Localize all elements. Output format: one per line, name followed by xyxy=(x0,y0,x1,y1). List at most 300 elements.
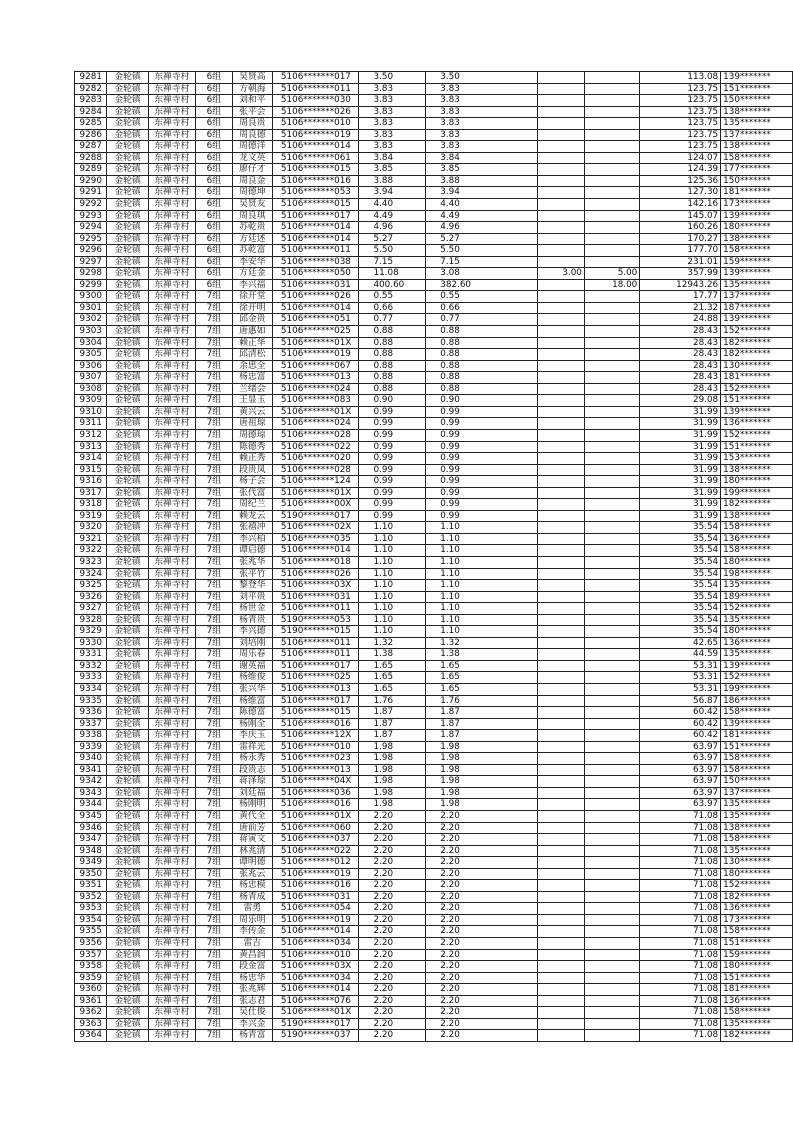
group-cell: 7组 xyxy=(195,302,232,314)
area-b-cell xyxy=(538,995,585,1007)
total-area-cell: 3.85 xyxy=(359,164,426,176)
total-area-cell: 1.38 xyxy=(359,649,426,661)
area-b-cell xyxy=(538,326,585,338)
amount-cell: 71.08 xyxy=(640,961,721,973)
group-cell: 6组 xyxy=(195,199,232,211)
table-row xyxy=(75,591,793,603)
town-cell: 金轮镇 xyxy=(107,187,148,199)
area-c-cell xyxy=(584,995,639,1007)
total-area-cell: 400.60 xyxy=(359,279,426,291)
amount-cell: 71.08 xyxy=(640,938,721,950)
id-number-cell: 5106*******01X xyxy=(272,487,359,499)
total-area-cell: 1.65 xyxy=(359,660,426,672)
table-row xyxy=(75,83,793,95)
amount-cell: 53.31 xyxy=(640,683,721,695)
table-row xyxy=(75,406,793,418)
phone-cell: 135******* xyxy=(721,845,793,857)
town-cell: 金轮镇 xyxy=(107,222,148,234)
name-cell: 余思全 xyxy=(232,360,272,372)
total-area-cell: 2.20 xyxy=(359,938,426,950)
area-c-cell xyxy=(584,418,639,430)
area-a-cell: 1.65 xyxy=(426,672,538,684)
amount-cell: 142.16 xyxy=(640,199,721,211)
total-area-cell: 11.08 xyxy=(359,268,426,280)
total-area-cell: 1.87 xyxy=(359,718,426,730)
area-b-cell xyxy=(538,175,585,187)
id-number-cell: 5190*******015 xyxy=(272,626,359,638)
phone-cell: 151******* xyxy=(721,441,793,453)
village-cell: 东禅寺村 xyxy=(148,660,195,672)
id-number-cell: 5106*******015 xyxy=(272,199,359,211)
town-cell: 金轮镇 xyxy=(107,868,148,880)
town-cell: 金轮镇 xyxy=(107,1007,148,1019)
village-cell: 东禅寺村 xyxy=(148,441,195,453)
area-b-cell xyxy=(538,291,585,303)
table-row xyxy=(75,614,793,626)
total-area-cell: 2.20 xyxy=(359,972,426,984)
name-cell: 周良金 xyxy=(232,175,272,187)
area-b-cell xyxy=(538,129,585,141)
area-c-cell xyxy=(584,614,639,626)
name-cell: 赖正华 xyxy=(232,337,272,349)
area-c-cell xyxy=(584,903,639,915)
phone-cell: 173******* xyxy=(721,199,793,211)
area-b-cell xyxy=(538,464,585,476)
town-cell: 金轮镇 xyxy=(107,418,148,430)
phone-cell: 150******* xyxy=(721,95,793,107)
id-number-cell: 5106*******017 xyxy=(272,210,359,222)
id-number-cell: 5106*******010 xyxy=(272,741,359,753)
table-row xyxy=(75,302,793,314)
name-cell: 吴仕俊 xyxy=(232,1007,272,1019)
area-c-cell xyxy=(584,256,639,268)
table-row xyxy=(75,603,793,615)
area-a-cell: 2.20 xyxy=(426,903,538,915)
amount-cell: 71.08 xyxy=(640,984,721,996)
name-cell: 杨忠华 xyxy=(232,972,272,984)
area-c-cell xyxy=(584,741,639,753)
group-cell: 6组 xyxy=(195,141,232,153)
town-cell: 金轮镇 xyxy=(107,614,148,626)
name-cell: 谭明德 xyxy=(232,857,272,869)
area-b-cell xyxy=(538,314,585,326)
id-number-cell: 5106*******014 xyxy=(272,926,359,938)
id-number-cell: 5106*******016 xyxy=(272,880,359,892)
table-row xyxy=(75,938,793,950)
table-row xyxy=(75,337,793,349)
amount-cell: 28.43 xyxy=(640,372,721,384)
row-number-cell: 9364 xyxy=(75,1030,107,1042)
amount-cell: 71.08 xyxy=(640,1030,721,1042)
id-number-cell: 5106*******04X xyxy=(272,776,359,788)
name-cell: 张平竹 xyxy=(232,568,272,580)
name-cell: 张平会 xyxy=(232,106,272,118)
table-row xyxy=(75,349,793,361)
area-b-cell xyxy=(538,441,585,453)
area-c-cell xyxy=(584,83,639,95)
row-number-cell: 9285 xyxy=(75,118,107,130)
area-a-cell: 2.20 xyxy=(426,984,538,996)
amount-cell: 113.08 xyxy=(640,72,721,84)
table-row xyxy=(75,995,793,1007)
phone-cell: 180******* xyxy=(721,556,793,568)
town-cell: 金轮镇 xyxy=(107,811,148,823)
area-c-cell xyxy=(584,834,639,846)
id-number-cell: 5106*******019 xyxy=(272,914,359,926)
table-body xyxy=(75,72,793,1042)
village-cell: 东禅寺村 xyxy=(148,822,195,834)
group-cell: 7组 xyxy=(195,476,232,488)
table-row xyxy=(75,522,793,534)
total-area-cell: 0.90 xyxy=(359,395,426,407)
name-cell: 周德洋 xyxy=(232,141,272,153)
village-cell: 东禅寺村 xyxy=(148,233,195,245)
area-b-cell xyxy=(538,187,585,199)
phone-cell: 152******* xyxy=(721,603,793,615)
name-cell: 林兆清 xyxy=(232,845,272,857)
town-cell: 金轮镇 xyxy=(107,268,148,280)
total-area-cell: 0.88 xyxy=(359,360,426,372)
phone-cell: 181******* xyxy=(721,372,793,384)
total-area-cell: 0.99 xyxy=(359,453,426,465)
amount-cell: 35.54 xyxy=(640,591,721,603)
table-row xyxy=(75,106,793,118)
id-number-cell: 5106*******01X xyxy=(272,1007,359,1019)
village-cell: 东禅寺村 xyxy=(148,349,195,361)
total-area-cell: 2.20 xyxy=(359,914,426,926)
area-c-cell xyxy=(584,487,639,499)
amount-cell: 35.54 xyxy=(640,568,721,580)
id-number-cell: 5106*******010 xyxy=(272,949,359,961)
table-row xyxy=(75,961,793,973)
group-cell: 7组 xyxy=(195,360,232,372)
area-c-cell xyxy=(584,233,639,245)
area-b-cell xyxy=(538,152,585,164)
table-row xyxy=(75,291,793,303)
group-cell: 6组 xyxy=(195,106,232,118)
table-row xyxy=(75,707,793,719)
town-cell: 金轮镇 xyxy=(107,476,148,488)
table-row xyxy=(75,730,793,742)
table-row xyxy=(75,314,793,326)
town-cell: 金轮镇 xyxy=(107,152,148,164)
phone-cell: 151******* xyxy=(721,83,793,95)
town-cell: 金轮镇 xyxy=(107,649,148,661)
table-row xyxy=(75,972,793,984)
name-cell: 周良贵 xyxy=(232,118,272,130)
area-a-cell: 7.15 xyxy=(426,256,538,268)
total-area-cell: 0.99 xyxy=(359,441,426,453)
total-area-cell: 1.10 xyxy=(359,556,426,568)
phone-cell: 180******* xyxy=(721,476,793,488)
area-a-cell: 0.99 xyxy=(426,464,538,476)
id-number-cell: 5106*******015 xyxy=(272,707,359,719)
area-a-cell: 1.10 xyxy=(426,580,538,592)
total-area-cell: 1.10 xyxy=(359,591,426,603)
total-area-cell: 3.84 xyxy=(359,152,426,164)
area-c-cell xyxy=(584,660,639,672)
name-cell: 邱金贵 xyxy=(232,314,272,326)
table-row xyxy=(75,279,793,291)
row-number-cell: 9324 xyxy=(75,568,107,580)
amount-cell: 31.99 xyxy=(640,510,721,522)
id-number-cell: 5106*******031 xyxy=(272,591,359,603)
village-cell: 东禅寺村 xyxy=(148,152,195,164)
amount-cell: 60.42 xyxy=(640,718,721,730)
table-row xyxy=(75,395,793,407)
row-number-cell: 9300 xyxy=(75,291,107,303)
area-a-cell: 1.98 xyxy=(426,776,538,788)
area-a-cell: 3.84 xyxy=(426,152,538,164)
total-area-cell: 0.88 xyxy=(359,383,426,395)
table-row xyxy=(75,580,793,592)
area-a-cell: 1.98 xyxy=(426,787,538,799)
name-cell: 黄昌润 xyxy=(232,949,272,961)
town-cell: 金轮镇 xyxy=(107,499,148,511)
id-number-cell: 5106*******036 xyxy=(272,787,359,799)
id-number-cell: 5106*******024 xyxy=(272,383,359,395)
name-cell: 吴贤友 xyxy=(232,199,272,211)
area-a-cell: 1.98 xyxy=(426,753,538,765)
area-c-cell xyxy=(584,545,639,557)
id-number-cell: 5106*******050 xyxy=(272,268,359,280)
total-area-cell: 1.65 xyxy=(359,683,426,695)
group-cell: 7组 xyxy=(195,637,232,649)
area-b-cell xyxy=(538,891,585,903)
row-number-cell: 9297 xyxy=(75,256,107,268)
area-c-cell xyxy=(584,175,639,187)
row-number-cell: 9358 xyxy=(75,961,107,973)
table-row xyxy=(75,429,793,441)
name-cell: 张兆辉 xyxy=(232,984,272,996)
amount-cell: 71.08 xyxy=(640,1007,721,1019)
name-cell: 杨刚全 xyxy=(232,718,272,730)
id-number-cell: 5106*******035 xyxy=(272,533,359,545)
amount-cell: 123.75 xyxy=(640,95,721,107)
amount-cell: 44.59 xyxy=(640,649,721,661)
row-number-cell: 9350 xyxy=(75,868,107,880)
group-cell: 6组 xyxy=(195,118,232,130)
name-cell: 杨子会 xyxy=(232,476,272,488)
area-c-cell xyxy=(584,383,639,395)
town-cell: 金轮镇 xyxy=(107,326,148,338)
phone-cell: 199******* xyxy=(721,487,793,499)
row-number-cell: 9326 xyxy=(75,591,107,603)
name-cell: 张代富 xyxy=(232,487,272,499)
area-c-cell xyxy=(584,314,639,326)
total-area-cell: 1.10 xyxy=(359,614,426,626)
name-cell: 周德琼 xyxy=(232,429,272,441)
total-area-cell: 3.83 xyxy=(359,141,426,153)
area-b-cell xyxy=(538,707,585,719)
area-c-cell xyxy=(584,1007,639,1019)
area-c-cell xyxy=(584,510,639,522)
group-cell: 6组 xyxy=(195,210,232,222)
town-cell: 金轮镇 xyxy=(107,568,148,580)
group-cell: 6组 xyxy=(195,72,232,84)
id-number-cell: 5190*******017 xyxy=(272,1018,359,1030)
table-row xyxy=(75,245,793,257)
name-cell: 龙文英 xyxy=(232,152,272,164)
row-number-cell: 9337 xyxy=(75,718,107,730)
id-number-cell: 5106*******016 xyxy=(272,718,359,730)
area-b-cell xyxy=(538,626,585,638)
phone-cell: 152******* xyxy=(721,326,793,338)
row-number-cell: 9338 xyxy=(75,730,107,742)
id-number-cell: 5106*******028 xyxy=(272,464,359,476)
amount-cell: 53.31 xyxy=(640,672,721,684)
id-number-cell: 5106*******013 xyxy=(272,372,359,384)
name-cell: 刘和平 xyxy=(232,95,272,107)
table-row xyxy=(75,914,793,926)
area-c-cell xyxy=(584,406,639,418)
area-c-cell xyxy=(584,868,639,880)
row-number-cell: 9355 xyxy=(75,926,107,938)
village-cell: 东禅寺村 xyxy=(148,961,195,973)
row-number-cell: 9340 xyxy=(75,753,107,765)
id-number-cell: 5106*******017 xyxy=(272,72,359,84)
village-cell: 东禅寺村 xyxy=(148,880,195,892)
village-cell: 东禅寺村 xyxy=(148,1007,195,1019)
village-cell: 东禅寺村 xyxy=(148,175,195,187)
area-b-cell xyxy=(538,118,585,130)
table-row xyxy=(75,268,793,280)
amount-cell: 31.99 xyxy=(640,464,721,476)
id-number-cell: 5106*******026 xyxy=(272,106,359,118)
amount-cell: 71.08 xyxy=(640,822,721,834)
row-number-cell: 9293 xyxy=(75,210,107,222)
area-c-cell xyxy=(584,522,639,534)
phone-cell: 135******* xyxy=(721,649,793,661)
id-number-cell: 5106*******018 xyxy=(272,556,359,568)
area-c-cell xyxy=(584,556,639,568)
amount-cell: 71.08 xyxy=(640,834,721,846)
village-cell: 东禅寺村 xyxy=(148,418,195,430)
table-row xyxy=(75,372,793,384)
table-row xyxy=(75,660,793,672)
table-row xyxy=(75,499,793,511)
area-a-cell: 0.88 xyxy=(426,372,538,384)
row-number-cell: 9333 xyxy=(75,672,107,684)
total-area-cell: 2.20 xyxy=(359,891,426,903)
amount-cell: 53.31 xyxy=(640,660,721,672)
area-a-cell: 0.88 xyxy=(426,349,538,361)
phone-cell: 158******* xyxy=(721,1007,793,1019)
village-cell: 东禅寺村 xyxy=(148,914,195,926)
group-cell: 7组 xyxy=(195,614,232,626)
row-number-cell: 9336 xyxy=(75,707,107,719)
area-b-cell xyxy=(538,857,585,869)
table-row xyxy=(75,175,793,187)
name-cell: 唐惠如 xyxy=(232,326,272,338)
total-area-cell: 1.98 xyxy=(359,753,426,765)
name-cell: 周良琪 xyxy=(232,210,272,222)
group-cell: 7组 xyxy=(195,1030,232,1042)
name-cell: 周良德 xyxy=(232,129,272,141)
id-number-cell: 5106*******013 xyxy=(272,764,359,776)
town-cell: 金轮镇 xyxy=(107,395,148,407)
group-cell: 7组 xyxy=(195,741,232,753)
area-a-cell: 2.20 xyxy=(426,926,538,938)
area-b-cell xyxy=(538,914,585,926)
town-cell: 金轮镇 xyxy=(107,834,148,846)
village-cell: 东禅寺村 xyxy=(148,476,195,488)
row-number-cell: 9289 xyxy=(75,164,107,176)
name-cell: 周德坤 xyxy=(232,187,272,199)
amount-cell: 63.97 xyxy=(640,753,721,765)
row-number-cell: 9317 xyxy=(75,487,107,499)
area-b-cell xyxy=(538,245,585,257)
name-cell: 张兆云 xyxy=(232,868,272,880)
total-area-cell: 1.98 xyxy=(359,799,426,811)
id-number-cell: 5106*******016 xyxy=(272,175,359,187)
name-cell: 杨刚明 xyxy=(232,799,272,811)
town-cell: 金轮镇 xyxy=(107,453,148,465)
town-cell: 金轮镇 xyxy=(107,302,148,314)
total-area-cell: 2.20 xyxy=(359,880,426,892)
name-cell: 李兴柏 xyxy=(232,533,272,545)
village-cell: 东禅寺村 xyxy=(148,95,195,107)
area-b-cell xyxy=(538,614,585,626)
id-number-cell: 5106*******026 xyxy=(272,568,359,580)
village-cell: 东禅寺村 xyxy=(148,522,195,534)
amount-cell: 123.75 xyxy=(640,129,721,141)
total-area-cell: 1.10 xyxy=(359,533,426,545)
area-c-cell xyxy=(584,533,639,545)
area-a-cell: 1.87 xyxy=(426,707,538,719)
area-a-cell: 0.77 xyxy=(426,314,538,326)
area-a-cell: 0.88 xyxy=(426,383,538,395)
area-a-cell: 2.20 xyxy=(426,811,538,823)
area-b-cell xyxy=(538,1018,585,1030)
id-number-cell: 5106*******010 xyxy=(272,118,359,130)
town-cell: 金轮镇 xyxy=(107,106,148,118)
phone-cell: 139******* xyxy=(721,718,793,730)
area-a-cell: 0.99 xyxy=(426,406,538,418)
amount-cell: 231.01 xyxy=(640,256,721,268)
total-area-cell: 2.20 xyxy=(359,857,426,869)
total-area-cell: 5.50 xyxy=(359,245,426,257)
total-area-cell: 2.20 xyxy=(359,1030,426,1042)
group-cell: 7组 xyxy=(195,707,232,719)
group-cell: 7组 xyxy=(195,533,232,545)
village-cell: 东禅寺村 xyxy=(148,834,195,846)
group-cell: 7组 xyxy=(195,568,232,580)
table-row xyxy=(75,545,793,557)
area-a-cell: 2.20 xyxy=(426,845,538,857)
total-area-cell: 4.96 xyxy=(359,222,426,234)
area-b-cell xyxy=(538,822,585,834)
total-area-cell: 3.94 xyxy=(359,187,426,199)
group-cell: 7组 xyxy=(195,972,232,984)
area-a-cell: 2.20 xyxy=(426,961,538,973)
group-cell: 7组 xyxy=(195,326,232,338)
table-row xyxy=(75,649,793,661)
id-number-cell: 5106*******013 xyxy=(272,683,359,695)
group-cell: 6组 xyxy=(195,129,232,141)
area-a-cell: 4.49 xyxy=(426,210,538,222)
amount-cell: 71.08 xyxy=(640,903,721,915)
town-cell: 金轮镇 xyxy=(107,626,148,638)
row-number-cell: 9328 xyxy=(75,614,107,626)
group-cell: 7组 xyxy=(195,487,232,499)
total-area-cell: 2.20 xyxy=(359,903,426,915)
table-row xyxy=(75,187,793,199)
town-cell: 金轮镇 xyxy=(107,556,148,568)
area-c-cell xyxy=(584,199,639,211)
village-cell: 东禅寺村 xyxy=(148,764,195,776)
total-area-cell: 3.83 xyxy=(359,83,426,95)
